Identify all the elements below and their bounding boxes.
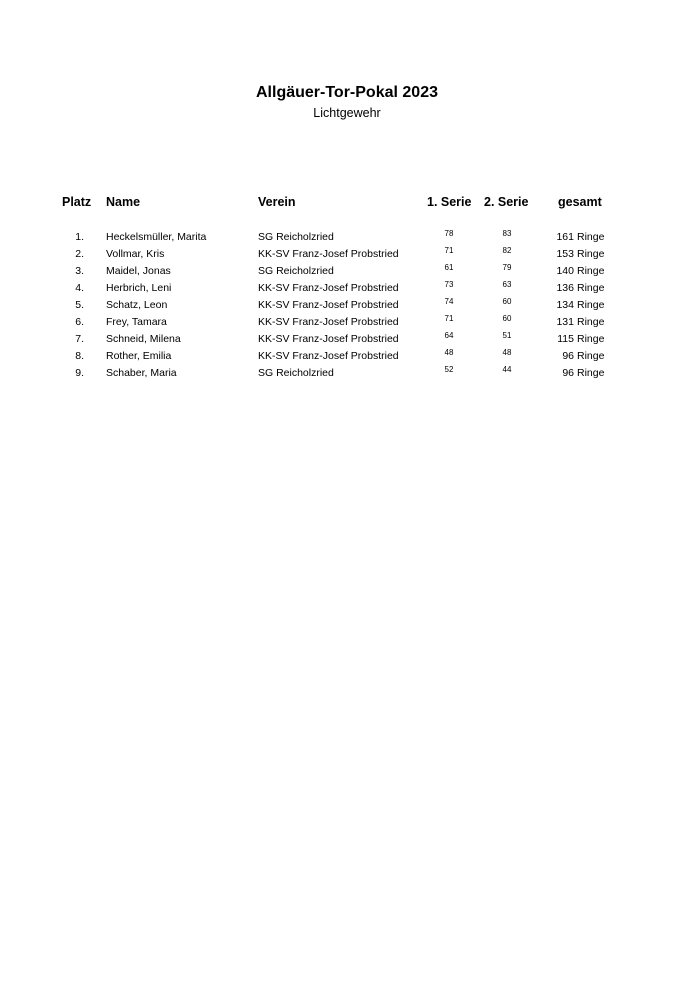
club-cell: SG Reicholzried: [258, 367, 334, 379]
total-cell: 115: [557, 333, 574, 345]
serie1-cell: 64: [444, 331, 454, 340]
club-cell: KK-SV Franz-Josef Probstried: [258, 333, 399, 345]
serie1-cell: 74: [444, 297, 454, 306]
serie1-cell: 71: [444, 246, 454, 255]
club-cell: KK-SV Franz-Josef Probstried: [258, 316, 399, 328]
unit-cell: Ringe: [577, 316, 605, 328]
name-cell: Rother, Emilia: [106, 350, 172, 362]
total-cell: 134: [556, 299, 574, 311]
table-row: [0, 366, 694, 383]
name-cell: Heckelsmüller, Marita: [106, 231, 207, 243]
header-platz: Platz: [62, 195, 92, 209]
total-cell: 136: [556, 282, 574, 294]
page-subtitle: Lichtgewehr: [313, 106, 381, 120]
table-row: [0, 281, 694, 298]
total-cell: 96: [562, 367, 574, 379]
club-cell: KK-SV Franz-Josef Probstried: [258, 299, 399, 311]
serie1-cell: 78: [444, 229, 454, 238]
rank-cell: 6.: [75, 316, 84, 328]
name-cell: Schatz, Leon: [106, 299, 168, 311]
header-serie1: 1. Serie: [427, 195, 472, 209]
name-cell: Schaber, Maria: [106, 367, 177, 379]
club-cell: KK-SV Franz-Josef Probstried: [258, 282, 399, 294]
rank-cell: 7.: [75, 333, 84, 345]
unit-cell: Ringe: [577, 282, 605, 294]
rank-cell: 4.: [75, 282, 84, 294]
serie1-cell: 52: [444, 365, 454, 374]
table-row: [0, 247, 694, 264]
unit-cell: Ringe: [577, 299, 605, 311]
header-name: Name: [106, 195, 141, 209]
table-row: [0, 315, 694, 332]
rank-cell: 1.: [75, 231, 84, 243]
serie2-cell: 51: [502, 331, 512, 340]
club-cell: SG Reicholzried: [258, 231, 334, 243]
club-cell: KK-SV Franz-Josef Probstried: [258, 350, 399, 362]
rank-cell: 5.: [75, 299, 84, 311]
table-row: [0, 349, 694, 366]
serie2-cell: 83: [502, 229, 512, 238]
table-row: [0, 298, 694, 315]
club-cell: KK-SV Franz-Josef Probstried: [258, 248, 399, 260]
serie2-cell: 60: [502, 314, 512, 323]
unit-cell: Ringe: [577, 231, 605, 243]
serie1-cell: 48: [444, 348, 454, 357]
table-row: [0, 332, 694, 349]
serie1-cell: 61: [444, 263, 454, 272]
table-row: [0, 230, 694, 247]
serie2-cell: 82: [502, 246, 512, 255]
header-gesamt: gesamt: [558, 195, 602, 209]
serie1-cell: 71: [444, 314, 454, 323]
rank-cell: 8.: [75, 350, 84, 362]
header-verein: Verein: [258, 195, 296, 209]
serie1-cell: 73: [444, 280, 454, 289]
unit-cell: Ringe: [577, 333, 605, 345]
name-cell: Vollmar, Kris: [106, 248, 165, 260]
serie2-cell: 79: [502, 263, 512, 272]
unit-cell: Ringe: [577, 367, 605, 379]
unit-cell: Ringe: [577, 265, 605, 277]
name-cell: Frey, Tamara: [106, 316, 167, 328]
rank-cell: 2.: [75, 248, 84, 260]
header-serie2: 2. Serie: [484, 195, 529, 209]
table-row: [0, 264, 694, 281]
serie2-cell: 60: [502, 297, 512, 306]
club-cell: SG Reicholzried: [258, 265, 334, 277]
serie2-cell: 63: [502, 280, 512, 289]
total-cell: 153: [556, 248, 574, 260]
name-cell: Maidel, Jonas: [106, 265, 171, 277]
name-cell: Schneid, Milena: [106, 333, 181, 345]
unit-cell: Ringe: [577, 350, 605, 362]
serie2-cell: 48: [502, 348, 512, 357]
rank-cell: 3.: [75, 265, 84, 277]
rank-cell: 9.: [75, 367, 84, 379]
total-cell: 140: [556, 265, 574, 277]
total-cell: 131: [556, 316, 574, 328]
total-cell: 96: [562, 350, 574, 362]
name-cell: Herbrich, Leni: [106, 282, 172, 294]
page-title: Allgäuer-Tor-Pokal 2023: [256, 84, 438, 101]
serie2-cell: 44: [502, 365, 512, 374]
unit-cell: Ringe: [577, 248, 605, 260]
total-cell: 161: [556, 231, 574, 243]
